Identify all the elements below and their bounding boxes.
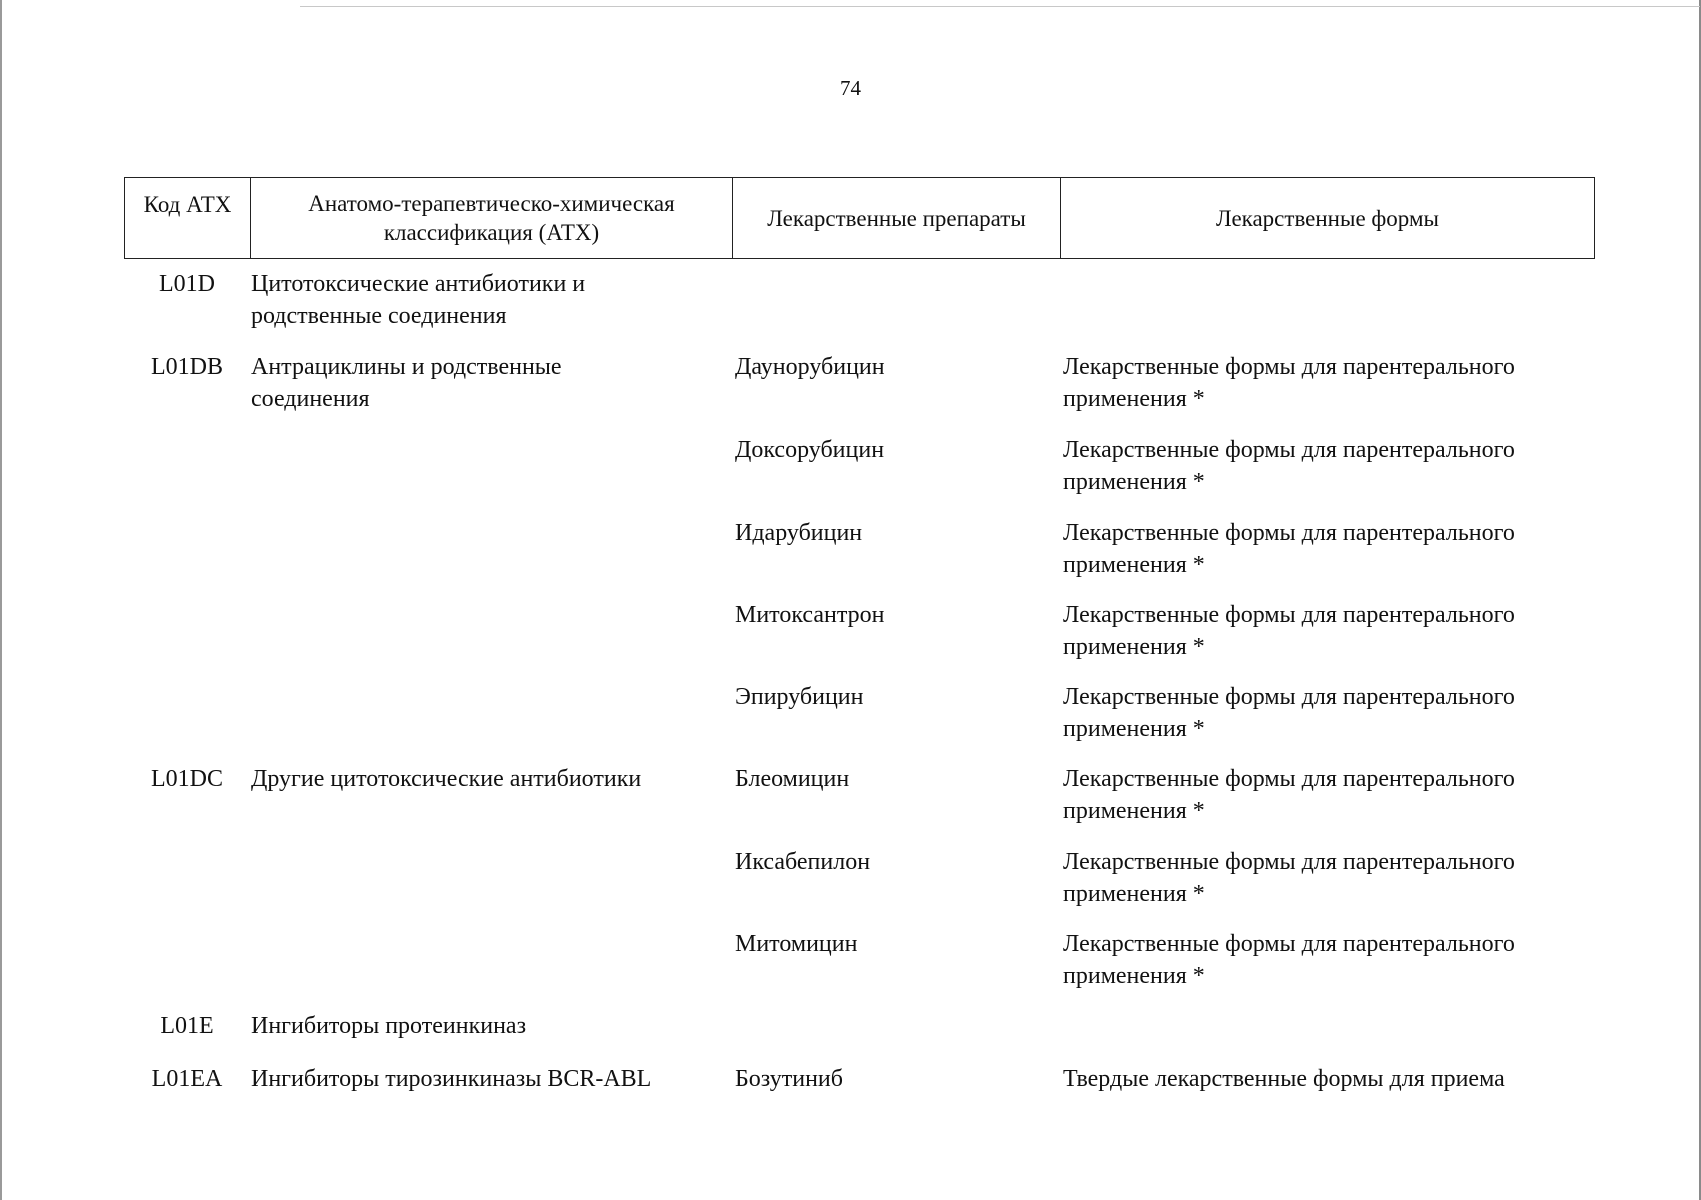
- row-code: L01EA: [151, 1066, 223, 1092]
- row-form-line2: применения *: [1063, 881, 1205, 907]
- row-form-line1: Лекарственные формы для парентерального: [1063, 437, 1515, 463]
- row-code: L01DB: [151, 354, 223, 380]
- row-drug: Блеомицин: [735, 766, 850, 792]
- row-drug: Доксорубицин: [735, 437, 885, 463]
- row-classification-line1: Другие цитотоксические антибиотики: [251, 766, 642, 792]
- table-header: [124, 177, 1595, 259]
- row-form-line2: применения *: [1063, 963, 1205, 989]
- row-form-line1: Лекарственные формы для парентерального: [1063, 766, 1515, 792]
- header-classification-line1: Анатомо-терапевтическо-химическая: [308, 191, 675, 216]
- header-classification-line2: классификация (АТХ): [383, 220, 600, 245]
- row-classification-line1: Цитотоксические антибиотики и: [251, 271, 586, 297]
- row-form-line1: Лекарственные формы для парентерального: [1063, 520, 1515, 546]
- row-classification: [251, 351, 721, 415]
- row-form: [1063, 681, 1603, 745]
- header-code: [125, 178, 251, 258]
- row-form-line1: Лекарственные формы для парентерального: [1063, 849, 1515, 875]
- row-classification-line2: соединения: [251, 386, 370, 412]
- header-drugs-label: Лекарственные препараты: [767, 205, 1026, 231]
- header-drugs: [733, 178, 1061, 258]
- row-code: L01E: [160, 1013, 214, 1039]
- row-classification: [251, 763, 721, 795]
- row-drug: Бозутиниб: [735, 1066, 843, 1092]
- row-form: [1063, 599, 1603, 663]
- row-form: [1063, 928, 1603, 992]
- row-form-line2: применения *: [1063, 716, 1205, 742]
- row-form-line1: Твердые лекарственные формы для приема: [1063, 1066, 1505, 1092]
- row-classification: [251, 1010, 721, 1042]
- row-code: L01DC: [151, 766, 223, 792]
- row-drug: Эпирубицин: [735, 684, 864, 710]
- row-form: [1063, 517, 1603, 581]
- row-form-line2: применения *: [1063, 386, 1205, 412]
- row-classification-line1: Ингибиторы протеинкиназ: [251, 1013, 527, 1039]
- row-form-line1: Лекарственные формы для парентерального: [1063, 602, 1515, 628]
- scan-edge-left: [0, 0, 2, 1200]
- header-code-label: Код АТХ: [143, 192, 232, 217]
- row-form-line2: применения *: [1063, 469, 1205, 495]
- row-form-line1: Лекарственные формы для парентерального: [1063, 354, 1515, 380]
- row-form: [1063, 434, 1603, 498]
- row-classification: [251, 1063, 721, 1095]
- header-classification: [251, 178, 733, 258]
- row-form-line1: Лекарственные формы для парентерального: [1063, 684, 1515, 710]
- row-drug: Даунорубицин: [735, 354, 885, 380]
- header-classification-text: [308, 189, 674, 247]
- row-form: [1063, 1063, 1603, 1095]
- row-drug: Идарубицин: [735, 520, 863, 546]
- row-drug: Митомицин: [735, 931, 858, 957]
- scan-edge-top: [300, 6, 1700, 7]
- header-forms: [1061, 178, 1594, 258]
- row-drug: Иксабепилон: [735, 849, 871, 875]
- row-form: [1063, 351, 1603, 415]
- row-form-line2: применения *: [1063, 634, 1205, 660]
- row-form-line2: применения *: [1063, 552, 1205, 578]
- page-number: 74: [840, 76, 861, 100]
- row-classification: [251, 268, 721, 332]
- header-forms-label: Лекарственные формы: [1216, 205, 1439, 231]
- row-code: L01D: [159, 271, 215, 297]
- row-classification-line1: Ингибиторы тирозинкиназы BCR-ABL: [251, 1066, 652, 1092]
- row-classification-line2: родственные соединения: [251, 303, 507, 329]
- row-form: [1063, 763, 1603, 827]
- row-form-line2: применения *: [1063, 798, 1205, 824]
- row-form-line1: Лекарственные формы для парентерального: [1063, 931, 1515, 957]
- row-drug: Митоксантрон: [735, 602, 885, 628]
- row-form: [1063, 846, 1603, 910]
- row-classification-line1: Антрациклины и родственные: [251, 354, 562, 380]
